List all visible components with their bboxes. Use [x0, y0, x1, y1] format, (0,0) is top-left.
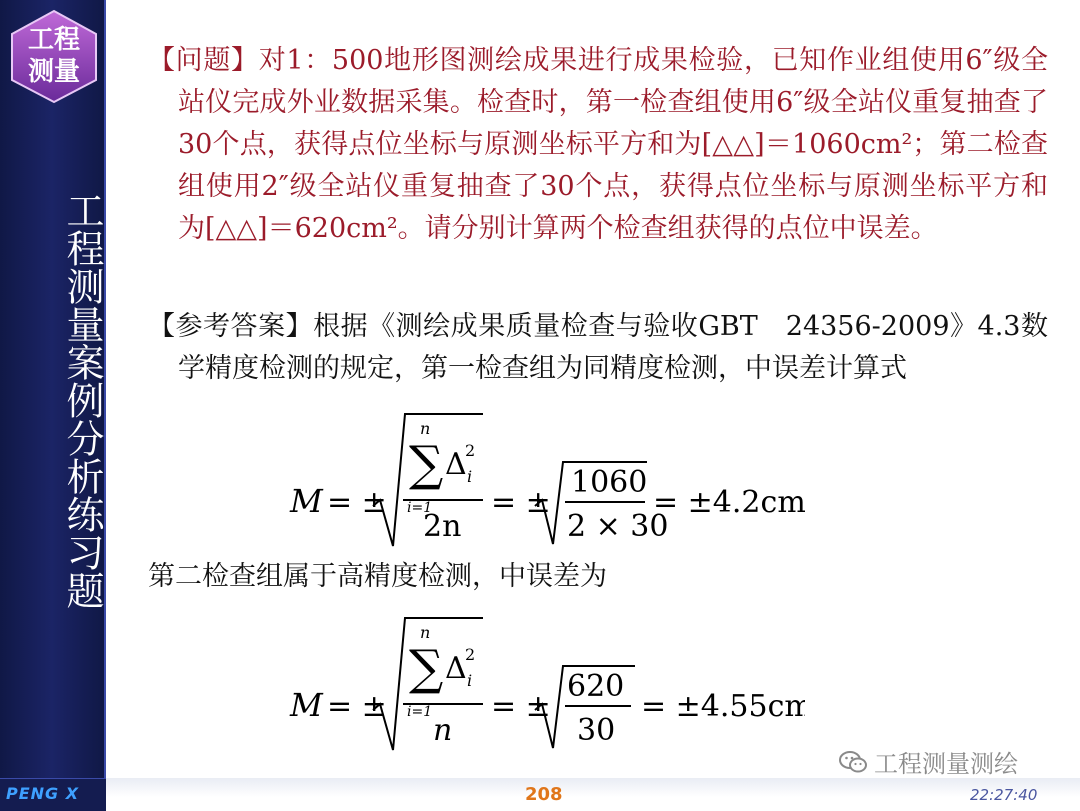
formula-1-svg	[285, 410, 805, 550]
answer-text: 【参考答案】根据《测绘成果质量检查与验收GBT 24356-2009》4.3数学精度检测的规定，第一检查组为同精度检测，中误差计算式	[148, 311, 1048, 384]
delta-sub: i	[467, 467, 473, 486]
formula-2	[285, 614, 805, 758]
timestamp: 22:27:40	[970, 786, 1038, 804]
delta-exp: 2	[465, 441, 476, 460]
formula-num2: 1060	[571, 465, 648, 500]
sidebar	[0, 0, 106, 810]
delta-sub: i	[467, 671, 473, 690]
watermark-text: 工程测量测绘	[874, 750, 1018, 778]
formula-lhs: M	[290, 482, 323, 520]
formula-denominator: n	[433, 713, 453, 748]
formula-pm: = ±	[327, 485, 387, 520]
formula-result: = ±4.55cm	[641, 689, 805, 724]
answer-text-2: 第二检查组属于高精度检测，中误差为	[148, 561, 607, 592]
sum-lower: i=1	[407, 704, 433, 720]
sum-lower: i=1	[407, 500, 433, 516]
formula-eq2: = ±	[491, 689, 551, 724]
sum-upper: n	[420, 419, 431, 438]
watermark	[838, 744, 1018, 779]
delta-symbol: Δ	[445, 651, 467, 686]
formula-eq2: = ±	[491, 485, 551, 520]
formula-1	[285, 410, 805, 554]
author-label: PENG X	[6, 784, 80, 803]
delta-symbol: Δ	[445, 447, 467, 482]
formula-lhs: M	[290, 686, 323, 724]
question-text: 【问题】对1：500地形图测绘成果进行成果检验，已知作业组使用6″级全站仪完成外业数据采集。检查时，第一检查组使用6″级全站仪重复抽查了30个点，获得点位坐标与原测坐标平方和为[△△]＝1060cm²；第二检查组使用2″级全站仪重复抽查了30个点，获得点位坐标与原测坐标平方和为[△△]＝620cm²。请分别计算两个检查组获得的点位中误差。	[148, 45, 1048, 244]
sum-upper: n	[420, 623, 431, 642]
delta-exp: 2	[465, 645, 476, 664]
formula-result: = ±4.2cm	[653, 485, 805, 520]
formula-pm: = ±	[327, 689, 387, 724]
badge-label: 工程 测量	[27, 25, 80, 87]
formula-den2: 2 × 30	[567, 509, 669, 544]
sum-symbol: ∑	[409, 436, 444, 492]
formula-den2: 30	[577, 713, 616, 748]
formula-denominator: 2n	[423, 509, 462, 544]
sidebar-title: 工程测量案例分析练习题	[60, 191, 104, 609]
wechat-icon	[838, 749, 868, 775]
formula-2-svg	[285, 614, 805, 754]
formula-num2: 620	[567, 669, 625, 704]
page-number: 208	[525, 784, 563, 805]
course-badge	[8, 8, 100, 104]
sum-symbol: ∑	[409, 640, 444, 696]
